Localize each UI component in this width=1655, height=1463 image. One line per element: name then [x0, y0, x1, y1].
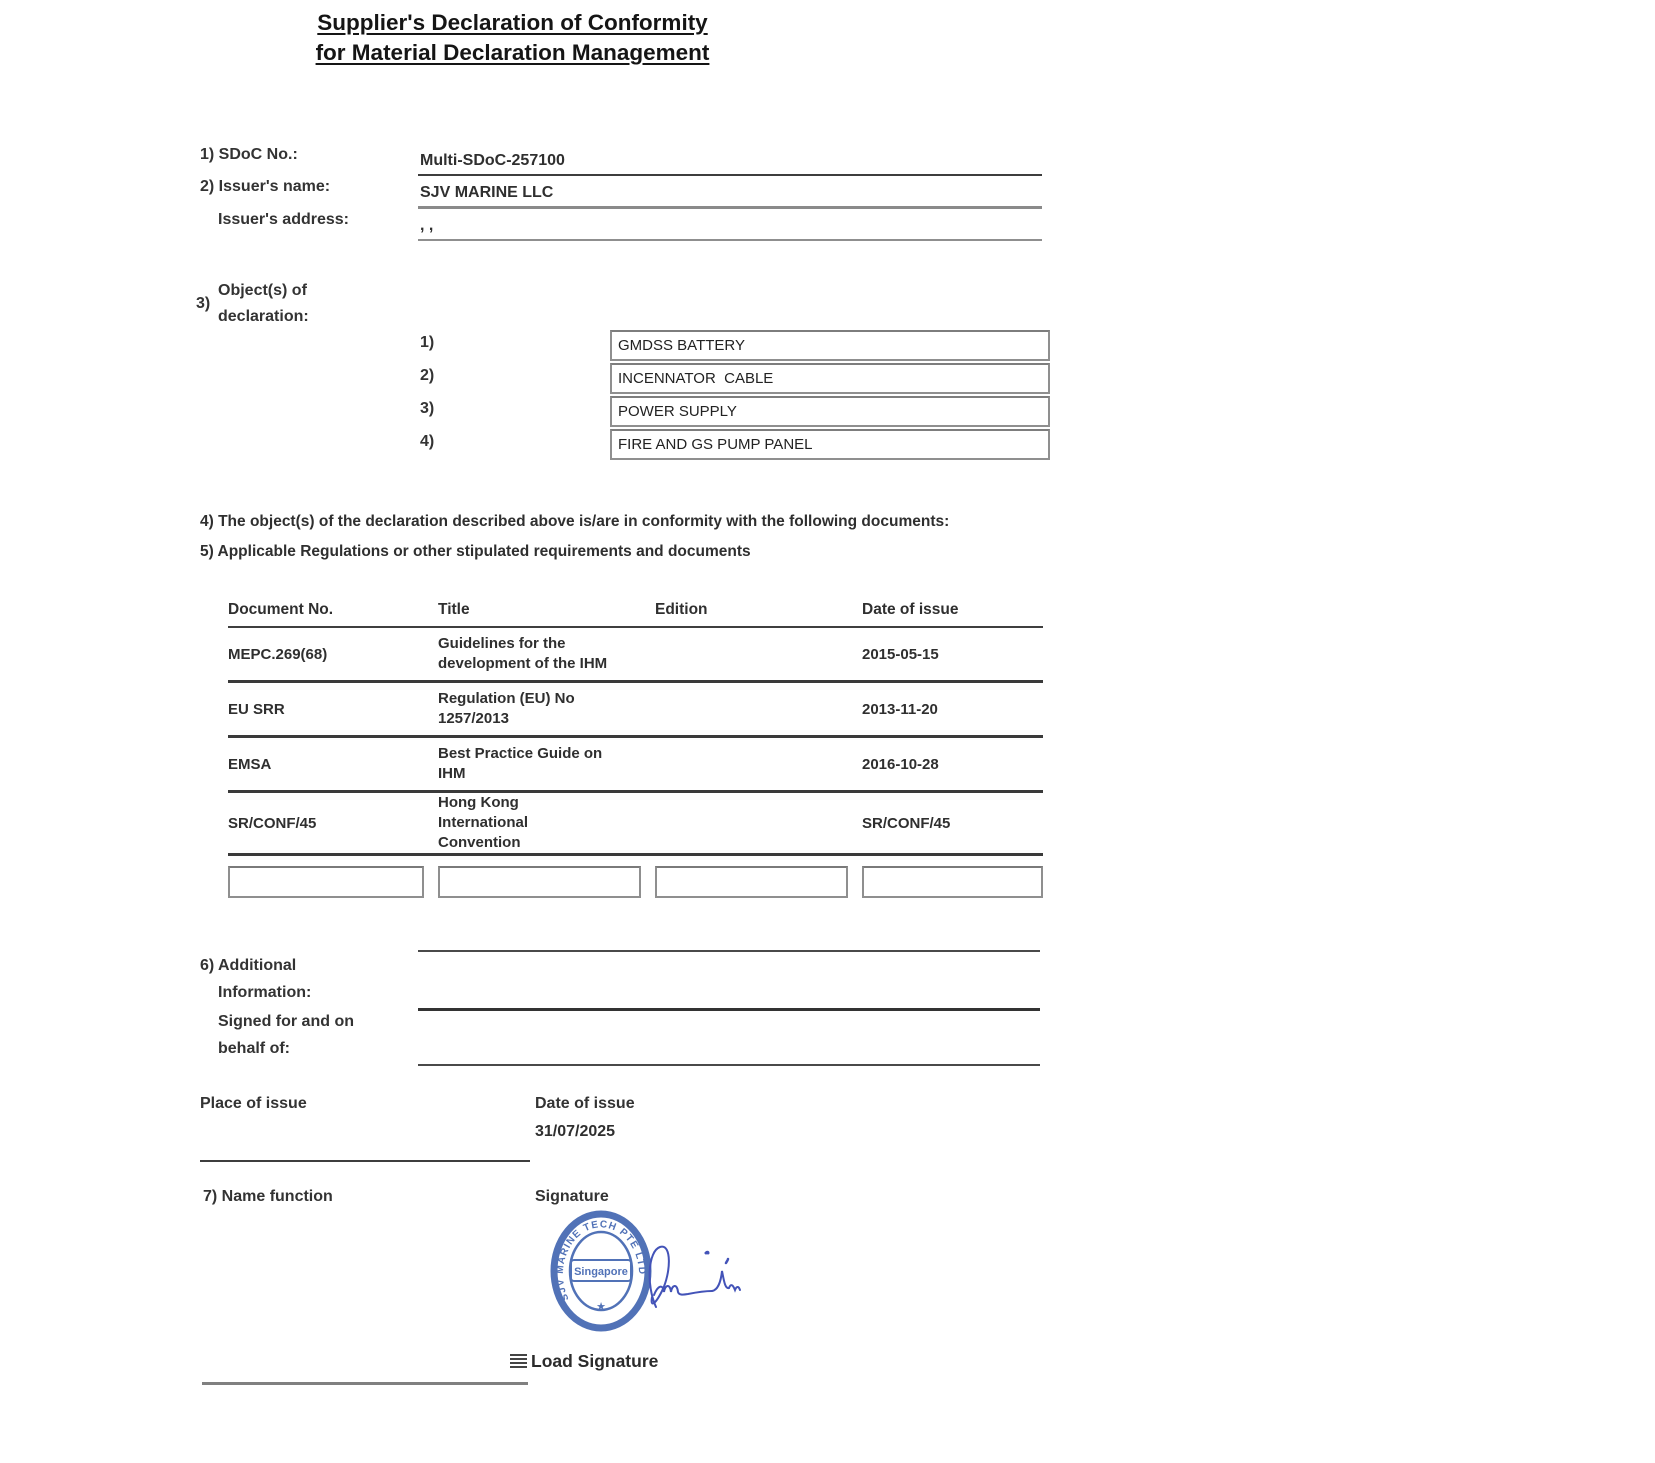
- object-item-2-input[interactable]: INCENNATOR CABLE: [610, 363, 1050, 394]
- regulations-statement: 5) Applicable Regulations or other stipulated requirements and documents: [200, 543, 751, 560]
- issuer-address-field[interactable]: , ,: [418, 215, 1042, 241]
- objects-number: 3): [196, 295, 211, 312]
- table-row-2-date: 2013-11-20: [862, 683, 1043, 738]
- page-title: [0, 8, 1025, 68]
- page-title-line2: for Material Declaration Management: [315, 40, 710, 65]
- new-row-date-input[interactable]: [862, 866, 1043, 898]
- additional-number: 6): [200, 957, 215, 974]
- table-row-1-date: 2015-05-15: [862, 628, 1043, 683]
- signed-label-line1: Signed for and on: [218, 1013, 354, 1030]
- col-header-edition: Edition: [655, 594, 862, 628]
- sdoc-no-field[interactable]: Multi-SDoC-257100: [418, 150, 1042, 176]
- conformity-statement: 4) The object(s) of the declaration described above is/are in conformity with the following documents:: [200, 513, 950, 530]
- table-row-3-edition: [655, 738, 862, 793]
- stamp-center-text: Singapore: [574, 1266, 628, 1278]
- table-row-3-title: Best Practice Guide on IHM: [438, 738, 655, 793]
- table-row-2-title: Regulation (EU) No 1257/2013: [438, 683, 655, 738]
- load-signature-label: Load Signature: [531, 1350, 659, 1371]
- place-of-issue-label: Place of issue: [200, 1095, 307, 1112]
- additional-label-line1: Additional: [218, 957, 297, 974]
- new-row-edition-input[interactable]: [655, 866, 848, 898]
- table-row-1-doc-no: MEPC.269(68): [228, 628, 438, 683]
- new-row-date-cell: [862, 856, 1043, 908]
- object-item-2-number: 2): [420, 367, 435, 384]
- place-of-issue-field[interactable]: [200, 1160, 530, 1162]
- new-row-edition-cell: [655, 856, 862, 908]
- issuer-address-label: Issuer's address:: [218, 211, 349, 228]
- additional-info-field-1[interactable]: [418, 950, 1040, 952]
- additional-label-line2: Information:: [218, 984, 312, 1001]
- table-row-1-title: Guidelines for the development of the IHM: [438, 628, 655, 683]
- additional-info-field-2[interactable]: [418, 1008, 1040, 1011]
- table-row-1-edition: [655, 628, 862, 683]
- name-function-field[interactable]: [202, 1382, 528, 1385]
- load-signature-button[interactable]: [510, 1348, 658, 1374]
- stamp-svg: [540, 1205, 770, 1350]
- issuer-name-label: 2) Issuer's name:: [200, 178, 331, 195]
- table-row-4-edition: [655, 793, 862, 856]
- stamp-ring-text: SJV MARINE TECH PTE LTD: [554, 1219, 648, 1303]
- table-row-3-date: 2016-10-28: [862, 738, 1043, 793]
- sdoc-no-label: 1) SDoC No.:: [200, 146, 298, 163]
- col-header-document-no: Document No.: [228, 594, 438, 628]
- signed-label-line2: behalf of:: [218, 1040, 290, 1057]
- new-row-doc-no-input[interactable]: [228, 866, 424, 898]
- date-of-issue-label: Date of issue: [535, 1095, 635, 1112]
- table-row-4-doc-no: SR/CONF/45: [228, 793, 438, 856]
- new-row-title-input[interactable]: [438, 866, 641, 898]
- table-row-3-doc-no: EMSA: [228, 738, 438, 793]
- object-item-3-input[interactable]: POWER SUPPLY: [610, 396, 1050, 427]
- signature-label: Signature: [535, 1188, 609, 1205]
- documents-table: [228, 594, 1043, 908]
- handwritten-signature: [650, 1247, 740, 1307]
- object-item-3-number: 3): [420, 400, 435, 417]
- table-row-2-doc-no: EU SRR: [228, 683, 438, 738]
- object-item-4-input[interactable]: FIRE AND GS PUMP PANEL: [610, 429, 1050, 460]
- new-row-doc-no-cell: [228, 856, 438, 908]
- objects-label-line1: Object(s) of: [218, 282, 307, 299]
- object-item-1-number: 1): [420, 334, 435, 351]
- page-title-line1: Supplier's Declaration of Conformity: [317, 10, 708, 35]
- col-header-title: Title: [438, 594, 655, 628]
- menu-lines-icon: [510, 1354, 527, 1368]
- col-header-date: Date of issue: [862, 594, 1043, 628]
- stamp-star-icon: ★: [596, 1301, 606, 1313]
- table-row-2-edition: [655, 683, 862, 738]
- objects-label-line2: declaration:: [218, 308, 309, 325]
- table-row-4-date: SR/CONF/45: [862, 793, 1043, 856]
- date-of-issue-value: 31/07/2025: [535, 1123, 616, 1140]
- issuer-name-field[interactable]: SJV MARINE LLC: [418, 182, 1042, 209]
- object-item-1-input[interactable]: GMDSS BATTERY: [610, 330, 1050, 361]
- signature-stamp-image: [540, 1205, 770, 1350]
- signed-for-field[interactable]: [418, 1064, 1040, 1066]
- name-function-label: 7) Name function: [203, 1188, 333, 1205]
- new-row-title-cell: [438, 856, 655, 908]
- table-row-4-title: Hong Kong International Convention: [438, 793, 655, 856]
- object-item-4-number: 4): [420, 433, 435, 450]
